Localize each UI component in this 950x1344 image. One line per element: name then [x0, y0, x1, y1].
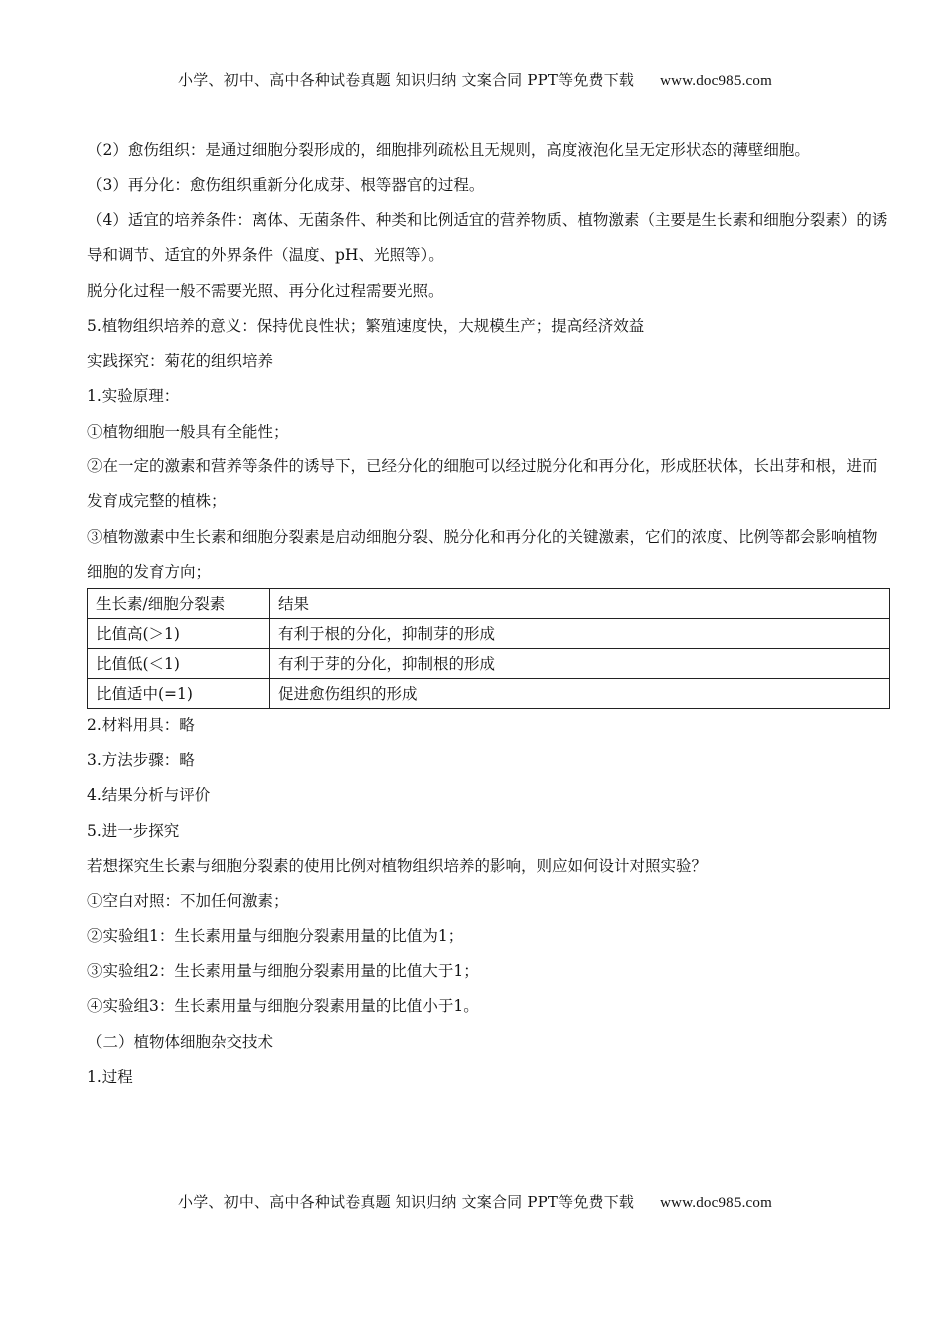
- section-title: 实践探究：菊花的组织培养: [87, 352, 274, 371]
- section-title: （二）植物体细胞杂交技术: [87, 1032, 274, 1051]
- paragraph: 2.材料用具：略: [87, 715, 195, 734]
- table-row: [88, 618, 890, 648]
- table-cell: 比值适中(=1): [88, 678, 270, 708]
- footer-text: 小学、初中、高中各种试卷真题 知识归纳 文案合同 PPT等免费下载: [178, 1193, 635, 1211]
- document-body: [87, 140, 892, 1102]
- table-cell: 促进愈伤组织的形成: [270, 678, 890, 708]
- table-cell: 有利于芽的分化，抑制根的形成: [270, 648, 890, 678]
- header-url[interactable]: www.doc985.com: [660, 73, 772, 89]
- paragraph: （2）愈伤组织：是通过细胞分裂形成的，细胞排列疏松且无规则，高度液泡化呈无定形状态的薄壁细胞。: [87, 141, 810, 159]
- paragraph: 4.结果分析与评价: [87, 786, 211, 805]
- table-cell: 比值高(＞1): [88, 618, 270, 648]
- paragraph: 5.植物组织培养的意义：保持优良性状；繁殖速度快，大规模生产；提高经济效益: [87, 316, 645, 335]
- table-row: [88, 648, 890, 678]
- paragraph-principle-2: ②在一定的激素和营养等条件的诱导下，已经分化的细胞可以经过脱分化和再分化，形成胚状体，长出芽和根，进而发育成完整的植株；: [87, 457, 878, 511]
- table-cell: 比值低(＜1): [88, 648, 270, 678]
- paragraph: 3.方法步骤：略: [87, 751, 195, 770]
- paragraph: ①空白对照：不加任何激素；: [87, 891, 289, 910]
- page-header: [0, 69, 950, 90]
- paragraph: 5.进一步探究: [87, 821, 180, 840]
- paragraph-principle-3: ③植物激素中生长素和细胞分裂素是启动细胞分裂、脱分化和再分化的关键激素，它们的浓度、比例等都会影响植物细胞的发育方向；: [87, 527, 878, 581]
- paragraph: ①植物细胞一般具有全能性；: [87, 422, 289, 441]
- hormone-ratio-table: [87, 588, 890, 709]
- paragraph: （3）再分化：愈伤组织重新分化成芽、根等器官的过程。: [87, 176, 485, 195]
- table-header-cell: 生长素/细胞分裂素: [88, 588, 270, 618]
- table-row: [88, 678, 890, 708]
- paragraph: ④实验组3：生长素用量与细胞分裂素用量的比值小于1。: [87, 997, 479, 1016]
- table-cell: 有利于根的分化，抑制芽的形成: [270, 618, 890, 648]
- paragraph-culture-conditions: （4）适宜的培养条件：离体、无菌条件、种类和比例适宜的营养物质、植物激素（主要是生长素和细胞分裂素）的诱导和调节、适宜的外界条件（温度、pH、光照等）。: [87, 210, 888, 264]
- page-footer: [0, 1191, 950, 1212]
- paragraph: 若想探究生长素与细胞分裂素的使用比例对植物组织培养的影响，则应如何设计对照实验？: [87, 856, 708, 875]
- paragraph: ③实验组2：生长素用量与细胞分裂素用量的比值大于1；: [87, 962, 479, 981]
- table-header-row: [88, 588, 890, 618]
- footer-url[interactable]: www.doc985.com: [660, 1195, 772, 1211]
- table-header-cell: 结果: [270, 588, 890, 618]
- paragraph: 脱分化过程一般不需要光照、再分化过程需要光照。: [87, 281, 444, 300]
- paragraph: ②实验组1：生长素用量与细胞分裂素用量的比值为1；: [87, 927, 464, 946]
- paragraph: 1.实验原理：: [87, 387, 180, 406]
- header-text: 小学、初中、高中各种试卷真题 知识归纳 文案合同 PPT等免费下载: [178, 71, 635, 89]
- paragraph: 1.过程: [87, 1067, 133, 1086]
